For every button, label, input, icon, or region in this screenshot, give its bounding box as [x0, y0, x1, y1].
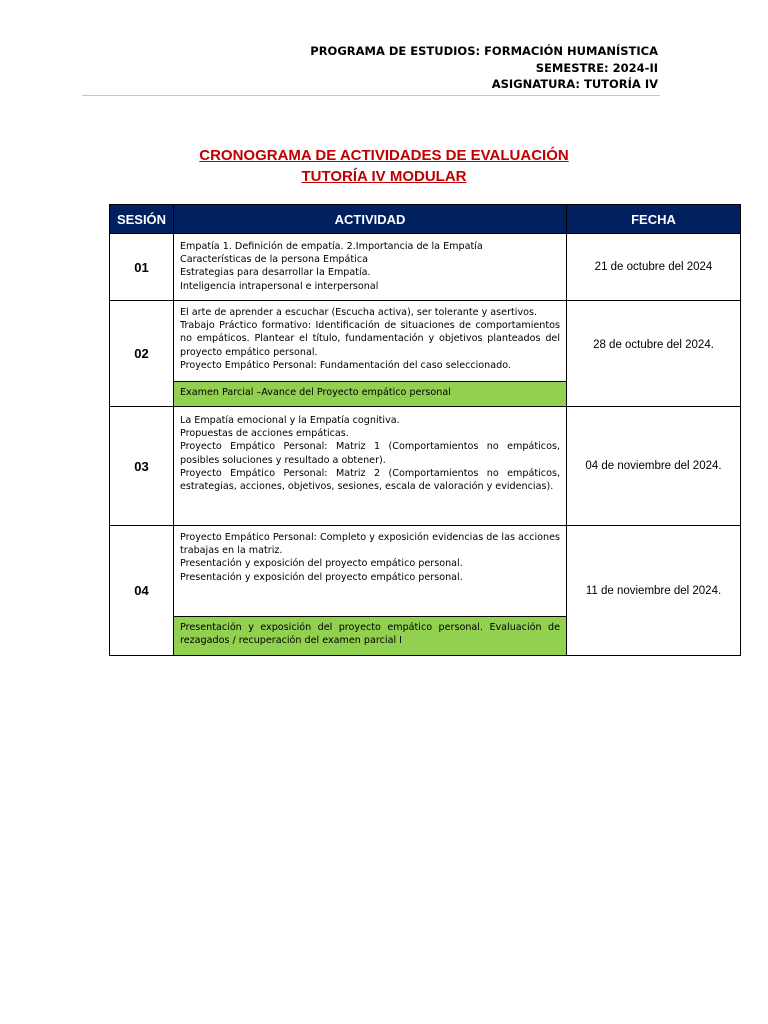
activity-line: Estrategias para desarrollar la Empatía.	[180, 267, 371, 279]
table-row	[110, 407, 741, 526]
header-divider	[82, 95, 660, 96]
activity-line: Trabajo Práctico formativo: Identificación de situaciones de comportamientos no empáticos. Plantear el título, fundamentación y objetivos planteados del proyecto empático personal.	[180, 320, 560, 358]
semester-label: SEMESTRE: 2024-II	[535, 60, 658, 75]
session-date: 04 de noviembre del 2024.	[567, 407, 741, 526]
activity-line: Proyecto Empático Personal: Matriz 2 (Comportamientos no empáticos, estrategias, acciones, objetivos, sesiones, escala de valoración y evidencias).	[180, 467, 560, 493]
session-date: 11 de noviembre del 2024.	[567, 526, 741, 656]
table-row	[110, 526, 741, 656]
activity-line: La Empatía emocional y la Empatía cognitiva.	[180, 415, 400, 426]
title-line-1: CRONOGRAMA DE ACTIVIDADES DE EVALUACIÓN	[199, 147, 569, 164]
activity-line: Propuestas de acciones empáticas.	[180, 428, 349, 440]
header-fecha: FECHA	[567, 205, 741, 234]
document-header	[310, 43, 658, 93]
activity-cell	[174, 526, 567, 656]
activity-line: Inteligencia intrapersonal e interpersonal	[180, 280, 379, 292]
program-label: PROGRAMA DE ESTUDIOS: FORMACIÓN HUMANÍSTICA	[310, 44, 658, 58]
activity-line: Proyecto Empático Personal: Fundamentación del caso seleccionado.	[180, 359, 511, 371]
session-number: 02	[110, 301, 174, 407]
document-title	[0, 145, 768, 187]
table-row	[110, 234, 741, 301]
title-line-2: TUTORÍA IV MODULAR	[301, 168, 467, 185]
activity-line: Proyecto Empático Personal: Matriz 1 (Comportamientos no empáticos, posibles soluciones y resultado a obtener).	[180, 441, 560, 466]
session-date: 28 de octubre del 2024.	[567, 301, 741, 407]
session-number: 03	[110, 407, 174, 526]
table-header-row	[110, 205, 741, 234]
activity-line: Empatía 1. Definición de empatía. 2.Importancia de la Empatía	[180, 241, 483, 252]
table-row	[110, 301, 741, 407]
activity-line: Presentación y exposición del proyecto empático personal.	[180, 571, 463, 583]
header-sesion: SESIÓN	[110, 205, 174, 234]
activity-cell	[174, 407, 567, 526]
session-number: 04	[110, 526, 174, 656]
subject-label: ASIGNATURA: TUTORÍA IV	[491, 77, 658, 91]
recovery-highlight: Presentación y exposición del proyecto empático personal. Evaluación de rezagados / recuperación del examen parcial I	[174, 616, 566, 655]
session-number: 01	[110, 234, 174, 301]
activity-line: Características de la persona Empática	[180, 254, 368, 266]
header-actividad: ACTIVIDAD	[174, 205, 567, 234]
activity-cell	[174, 301, 567, 407]
activity-cell	[174, 234, 567, 301]
session-date: 21 de octubre del 2024	[567, 234, 741, 301]
exam-highlight: Examen Parcial –Avance del Proyecto empático personal	[174, 381, 566, 406]
activity-line: Proyecto Empático Personal: Completo y exposición evidencias de las acciones trabajas en la matriz.	[180, 532, 560, 557]
activity-line: Presentación y exposición del proyecto empático personal.	[180, 558, 463, 570]
activity-line: El arte de aprender a escuchar (Escucha activa), ser tolerante y asertivos.	[180, 307, 538, 318]
schedule-table	[109, 204, 741, 656]
